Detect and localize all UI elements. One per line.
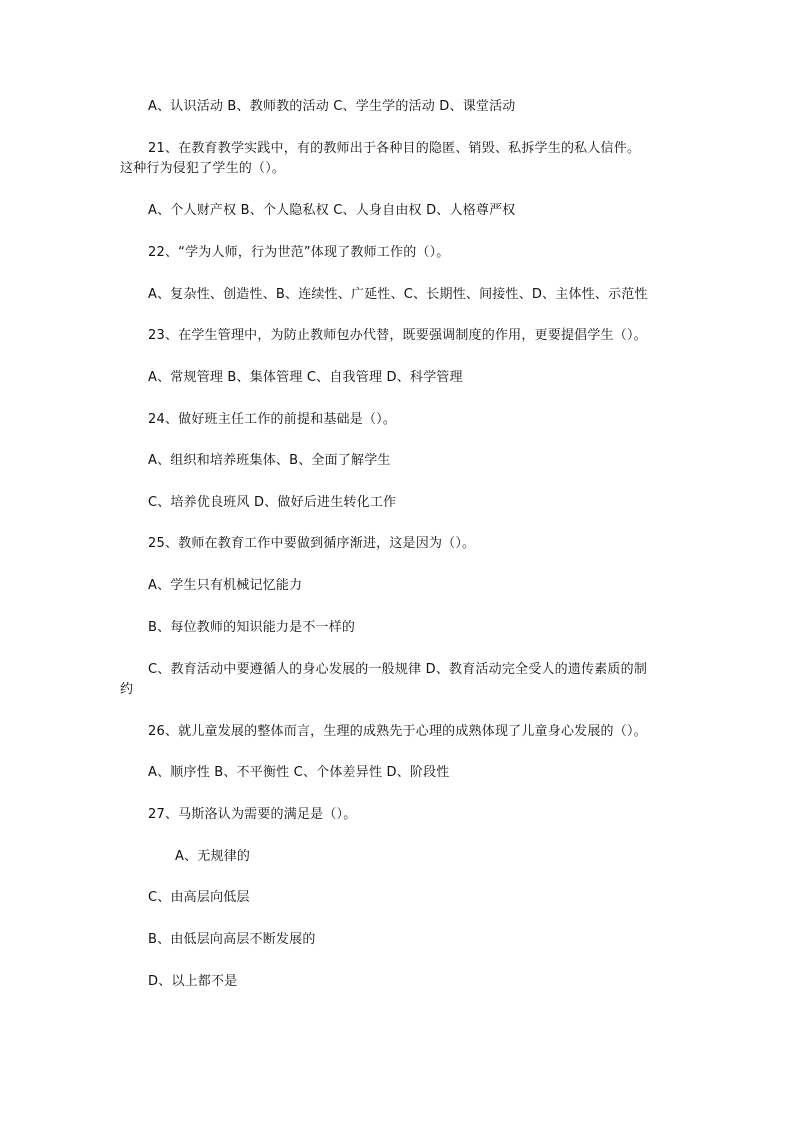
q21-stem: 21、在教育教学实践中，有的教师出于各种目的隐匿、销毁、私拆学生的私人信件。 (148, 141, 641, 156)
q24-options-ab: A、组织和培养班集体、B、全面了解学生 (148, 453, 391, 468)
q20-options: A、认识活动 B、教师教的活动 C、学生学的活动 D、课堂活动 (148, 99, 516, 114)
q25-option-b: B、每位教师的知识能力是不一样的 (148, 620, 356, 635)
q27-option-b: B、由低层向高层不断发展的 (148, 932, 316, 947)
q23-options: A、常规管理 B、集体管理 C、自我管理 D、科学管理 (148, 370, 463, 385)
q23-stem: 23、在学生管理中，为防止教师包办代替，既要强调制度的作用，更要提倡学生（）。 (148, 328, 647, 343)
q26-options: A、顺序性 B、不平衡性 C、个体差异性 D、阶段性 (148, 765, 450, 780)
q27-option-c: C、由高层向低层 (148, 890, 250, 905)
q27-option-a: A、无规律的 (175, 849, 251, 864)
q25-options-cd: C、教育活动中要遵循人的身心发展的一般规律 D、教育活动完全受人的遗传素质的制 (148, 662, 648, 677)
q24-stem: 24、做好班主任工作的前提和基础是（）。 (148, 412, 397, 427)
q22-options: A、复杂性、创造性、B、连续性、广延性、C、长期性、间接性、D、主体性、示范性 (148, 287, 648, 302)
q24-options-cd: C、培养优良班风 D、做好后进生转化工作 (148, 495, 397, 510)
q27-stem: 27、马斯洛认为需要的满足是（）。 (148, 807, 357, 822)
q25-options-cd-cont: 约 (120, 682, 134, 697)
q21-stem-cont: 这种行为侵犯了学生的（）。 (120, 161, 286, 176)
q27-option-d: D、以上都不是 (148, 974, 238, 989)
q22-stem: 22、“学为人师，行为世范”体现了教师工作的（）。 (148, 245, 450, 260)
q21-options: A、个人财产权 B、个人隐私权 C、人身自由权 D、人格尊严权 (148, 203, 516, 218)
q25-stem: 25、教师在教育工作中要做到循序渐进，这是因为（）。 (148, 536, 476, 551)
q25-option-a: A、学生只有机械记忆能力 (148, 578, 303, 593)
q26-stem: 26、就儿童发展的整体而言，生理的成熟先于心理的成熟体现了儿童身心发展的（）。 (148, 724, 647, 739)
